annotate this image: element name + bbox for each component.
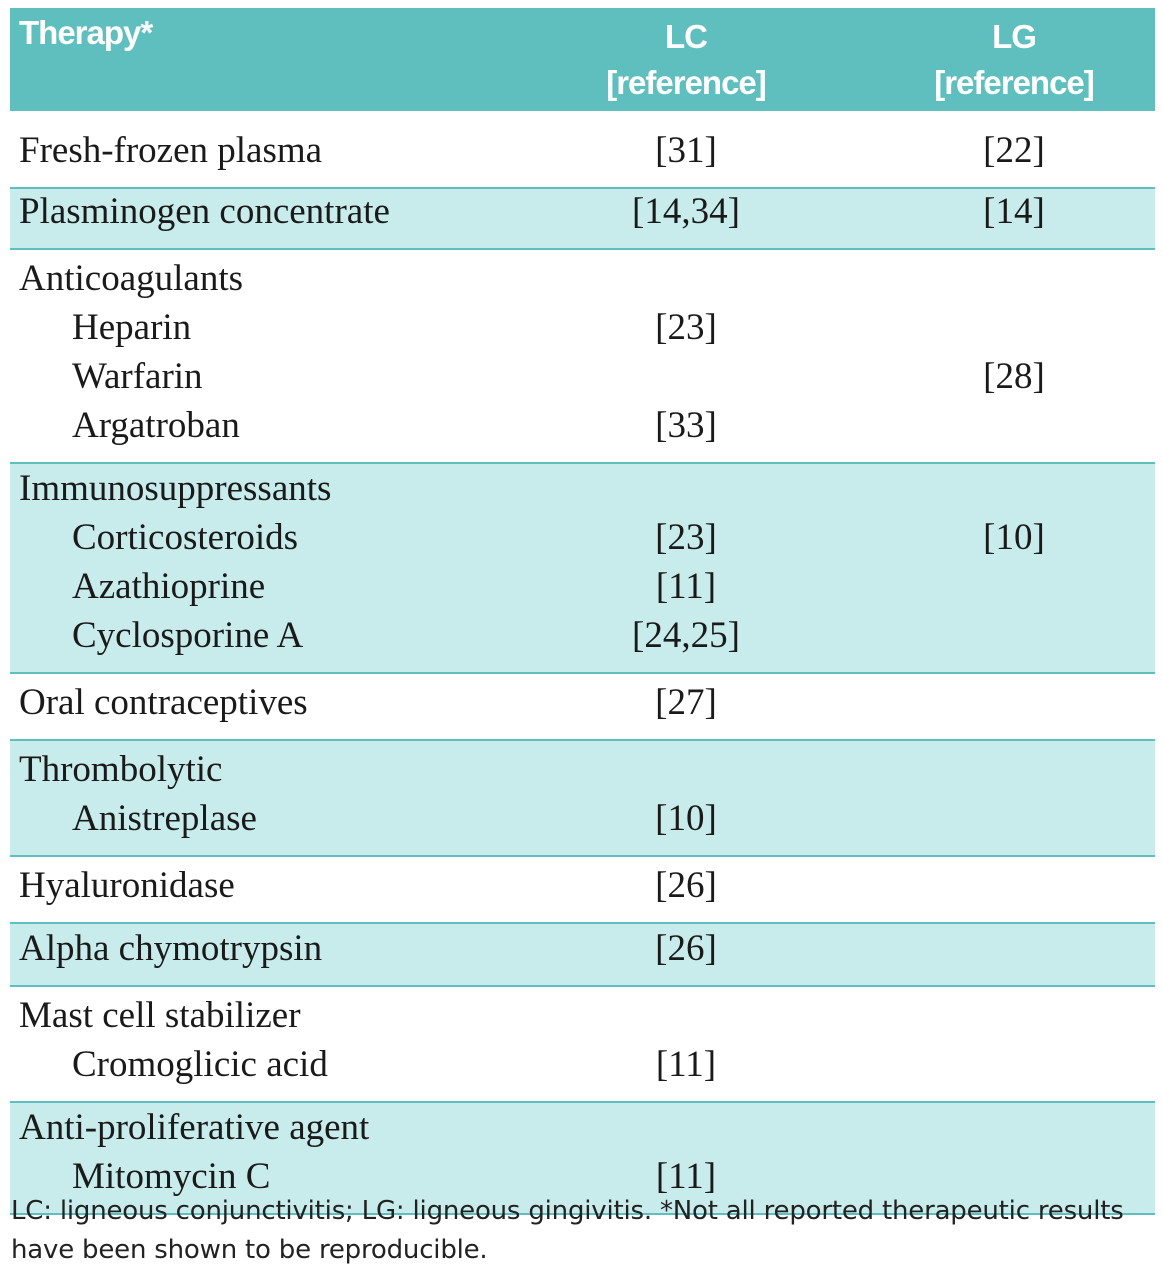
table-footnote: LC: ligneous conjunctivitis; LG: ligneous gingivitis. *Not all reported therapeutic results have been shown to be reproducible. xyxy=(11,1196,1124,1265)
row-label: Immunosuppressants xyxy=(19,468,332,509)
row-label: Anti-proliferative agent xyxy=(19,1107,370,1148)
header-lg-title: LG xyxy=(992,18,1036,55)
table-row xyxy=(10,798,1155,847)
row-lg-reference: [22] xyxy=(983,130,1045,171)
row-lg-reference: [28] xyxy=(983,356,1045,397)
table-group-plasminogen-concentrate xyxy=(10,189,1155,250)
table-row xyxy=(10,258,1155,307)
row-lc-reference: [14,34] xyxy=(632,191,740,232)
table-row xyxy=(10,517,1155,566)
row-label: Argatroban xyxy=(72,405,240,446)
table-group-mast-cell-stabilizer xyxy=(10,987,1155,1103)
row-lc-reference: [23] xyxy=(655,517,717,558)
table-row xyxy=(10,307,1155,356)
therapy-table xyxy=(10,8,1155,1215)
row-label: Oral contraceptives xyxy=(19,682,308,723)
row-lc-reference: [11] xyxy=(655,566,717,607)
row-label: Heparin xyxy=(72,307,192,348)
table-header xyxy=(10,8,1155,111)
row-lc-reference: [33] xyxy=(655,405,717,446)
row-label: Plasminogen concentrate xyxy=(19,191,390,232)
row-lc-reference: [11] xyxy=(655,1156,717,1197)
table-group-hyaluronidase xyxy=(10,857,1155,924)
row-label: Fresh-frozen plasma xyxy=(19,130,323,171)
table-row xyxy=(10,468,1155,517)
row-lc-reference: [31] xyxy=(655,130,717,171)
header-therapy: Therapy* xyxy=(19,14,153,51)
header-lc-subtitle: [reference] xyxy=(606,64,766,101)
table-row xyxy=(10,928,1155,977)
table-row xyxy=(10,682,1155,731)
row-label: Hyaluronidase xyxy=(19,865,235,906)
row-lc-reference: [26] xyxy=(655,928,717,969)
header-lc-title: LC xyxy=(665,18,707,55)
row-label: Mast cell stabilizer xyxy=(19,995,301,1036)
table-group-oral-contraceptives xyxy=(10,674,1155,741)
table-row xyxy=(10,356,1155,405)
row-lc-reference: [24,25] xyxy=(632,615,740,656)
row-label: Anistreplase xyxy=(72,798,257,839)
table-row xyxy=(10,749,1155,798)
row-label: Warfarin xyxy=(72,356,203,397)
table-row xyxy=(10,130,1155,179)
table-row xyxy=(10,615,1155,664)
row-lc-reference: [26] xyxy=(655,865,717,906)
table-group-fresh-frozen-plasma xyxy=(10,130,1155,189)
table-row xyxy=(10,1107,1155,1156)
table-group-immunosuppressants xyxy=(10,464,1155,674)
header-lg-subtitle: [reference] xyxy=(934,64,1094,101)
table-row xyxy=(10,191,1155,240)
row-label: Thrombolytic xyxy=(19,749,223,790)
row-lc-reference: [23] xyxy=(655,307,717,348)
table-row xyxy=(10,1044,1155,1093)
row-label: Azathioprine xyxy=(72,566,266,607)
row-lc-reference: [27] xyxy=(655,682,717,723)
row-label: Cyclosporine A xyxy=(72,615,304,656)
table-row xyxy=(10,995,1155,1044)
row-label: Alpha chymotrypsin xyxy=(19,928,323,969)
row-label: Anticoagulants xyxy=(19,258,244,299)
row-lc-reference: [10] xyxy=(655,798,717,839)
table-row xyxy=(10,405,1155,454)
table-row xyxy=(10,566,1155,615)
table-group-anticoagulants xyxy=(10,250,1155,464)
row-lc-reference: [11] xyxy=(655,1044,717,1085)
row-label: Mitomycin C xyxy=(72,1156,271,1197)
table-group-alpha-chymotrypsin xyxy=(10,924,1155,987)
table-group-thrombolytic xyxy=(10,741,1155,857)
header-lc xyxy=(566,14,806,106)
table-row xyxy=(10,865,1155,914)
row-label: Corticosteroids xyxy=(72,517,299,558)
header-lg xyxy=(894,14,1134,106)
row-lg-reference: [14] xyxy=(983,191,1045,232)
row-lg-reference: [10] xyxy=(983,517,1045,558)
row-label: Cromoglicic acid xyxy=(72,1044,328,1085)
